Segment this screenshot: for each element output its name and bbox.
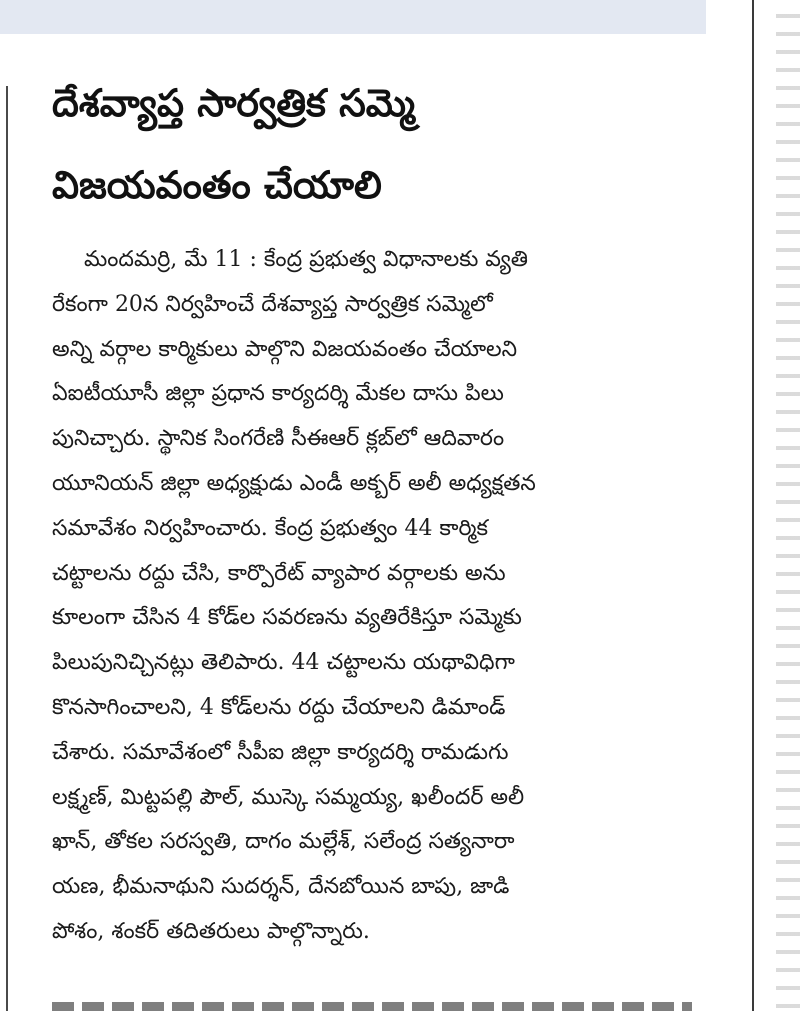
- article-body: [52, 238, 718, 955]
- body-line: పోశం, శంకర్ తదితరులు పాల్గొన్నారు.: [52, 918, 370, 944]
- body-line: కూలంగా చేసిన 4 కోడ్‌ల సవరణను వ్యతిరేకిస్తూ సమ్మెకు: [52, 605, 522, 631]
- body-line: అన్ని వర్గాల కార్మికులు పాల్గొని విజయవంతం చేయాలని: [52, 336, 518, 362]
- body-line: లక్ష్మణ్, మిట్టపల్లి పౌల్, ముస్కె సమ్మయ్య, ఖలీందర్ అలీ: [52, 784, 525, 810]
- headline-line-2: విజయవంతం చేయాలి: [52, 163, 382, 207]
- body-line: చేశారు. సమావేశంలో సీపీఐ జిల్లా కార్యదర్శి రామడుగు: [52, 739, 509, 765]
- body-line: సమావేశం నిర్వహించారు. కేంద్ర ప్రభుత్వం 44 కార్మిక: [52, 515, 488, 541]
- body-line: ఏఐటీయూసీ జిల్లా ప్రధాన కార్యదర్శి మేకల దాసు పిలు: [52, 381, 504, 407]
- article-headline: [52, 62, 718, 226]
- news-article: [52, 62, 718, 955]
- body-line: పిలుపునిచ్చినట్లు తెలిపారు. 44 చట్టాలను యథావిధిగా: [52, 650, 515, 676]
- left-column-rule: [6, 86, 8, 1011]
- adjacent-column-fragment: [776, 0, 800, 1011]
- body-line: యణ, భీమనాథుని సుదర్శన్, దేనబోయిన బాపు, జాడి: [52, 874, 510, 900]
- body-line: మందమర్రి, మే 11 : కేంద్ర ప్రభుత్వ విధానాలకు వ్యతి: [84, 247, 528, 272]
- column-divider-rule: [752, 0, 754, 1011]
- body-line: కొనసాగించాలని, 4 కోడ్‌లను రద్దు చేయాలని డిమాండ్: [52, 694, 506, 720]
- next-article-fragment: [52, 1002, 692, 1011]
- top-banner-band: [0, 0, 706, 34]
- body-line: రేకంగా 20న నిర్వహించే దేశవ్యాప్త సార్వత్రిక సమ్మెలో: [52, 291, 493, 317]
- headline-line-1: దేశవ్యాప్త సార్వత్రిక సమ్మె: [52, 81, 415, 125]
- body-line: చట్టాలను రద్దు చేసి, కార్పొరేట్ వ్యాపార వర్గాలకు అను: [52, 560, 506, 586]
- body-line: పునిచ్చారు. స్థానిక సింగరేణి సీఈఆర్ క్లబ్‌లో ఆదివారం: [52, 426, 505, 452]
- body-line: యూనియన్ జిల్లా అధ్యక్షుడు ఎండీ అక్బర్ అలీ అధ్యక్షతన: [52, 470, 536, 496]
- body-line: ఖాన్, తోకల సరస్వతి, దాగం మల్లేశ్, సలేంద్ర సత్యనారా: [52, 829, 515, 855]
